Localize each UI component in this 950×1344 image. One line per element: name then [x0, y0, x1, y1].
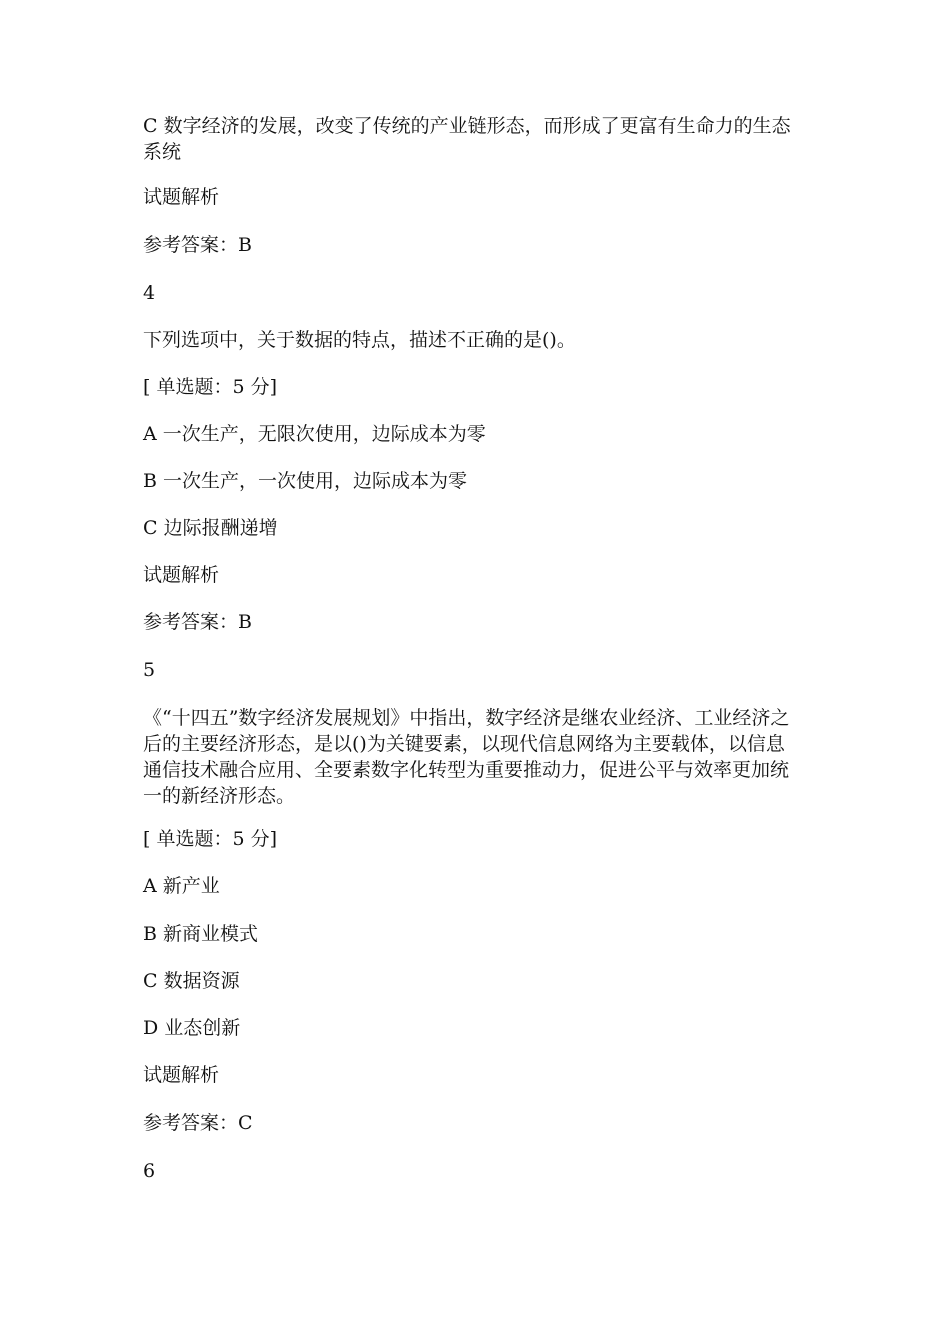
q5-option-b: B 新商业模式	[143, 923, 259, 945]
q4-option-b: B 一次生产，一次使用，边际成本为零	[143, 470, 468, 492]
q5-question-type: [ 单选题：5 分]	[143, 828, 277, 850]
q5-option-a: A 新产业	[143, 875, 220, 897]
q5-stem: 《“十四五”数字经济发展规划》中指出，数字经济是继农业经济、工业经济之后的主要经济形态，是以()为关键要素，以现代信息网络为主要载体，以信息通信技术融合应用、全要素数字化转型为重要推动力，促进公平与效率更加统一的新经济形态。	[143, 707, 790, 807]
q4-answer: 参考答案：B	[143, 611, 252, 633]
q4-option-a: A 一次生产，无限次使用，边际成本为零	[143, 423, 486, 445]
q3-option-c: C 数字经济的发展，改变了传统的产业链形态，而形成了更富有生命力的生态系统	[143, 115, 791, 163]
q5-analysis-label: 试题解析	[143, 1064, 220, 1086]
q4-option-c: C 边际报酬递增	[143, 517, 278, 539]
q3-analysis-label: 试题解析	[143, 186, 220, 208]
q5-option-d: D 业态创新	[143, 1017, 241, 1039]
q3-answer: 参考答案：B	[143, 234, 252, 256]
q5-option-c: C 数据资源	[143, 970, 240, 992]
q5-number: 5	[143, 659, 156, 681]
q5-answer: 参考答案：C	[143, 1112, 253, 1134]
q4-number: 4	[143, 282, 156, 304]
q4-stem: 下列选项中，关于数据的特点，描述不正确的是()。	[143, 329, 576, 351]
q4-question-type: [ 单选题：5 分]	[143, 376, 277, 398]
q4-analysis-label: 试题解析	[143, 564, 220, 586]
q6-number: 6	[143, 1160, 156, 1182]
